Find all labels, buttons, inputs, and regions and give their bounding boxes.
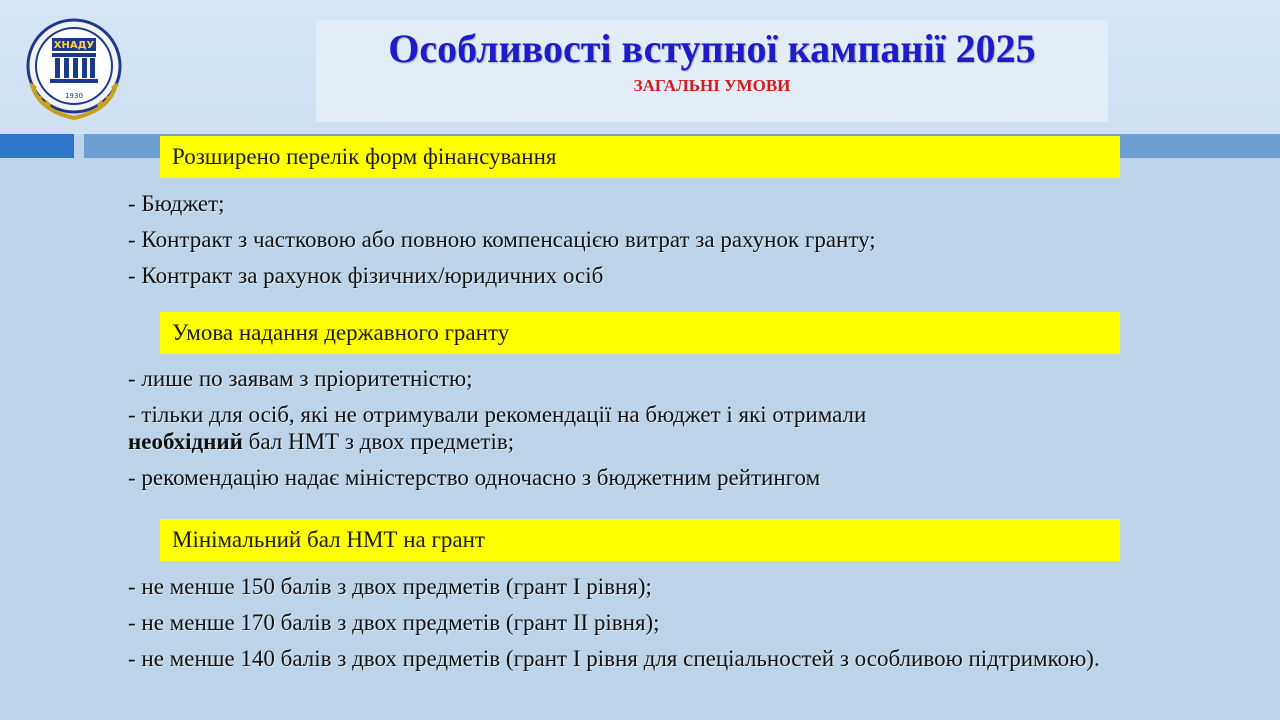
section-heading-funding: Розширено перелік форм фінансування (160, 136, 1120, 178)
list-item-line2: бал НМТ з двох предметів; (242, 429, 515, 454)
list-item: - Бюджет; (128, 191, 225, 216)
list-item: - Контракт за рахунок фізичних/юридичних осіб (128, 263, 604, 288)
list-item: - не менше 170 балів з двох предметів (грант ІІ рівня); (128, 610, 660, 635)
section-heading-min-score: Мінімальний бал НМТ на грант (160, 519, 1120, 561)
page-title: Особливості вступної кампанії 2025 (388, 26, 1036, 71)
accent-stripe-left (0, 134, 74, 158)
section-heading-grant-conditions: Умова надання державного гранту (160, 312, 1120, 354)
logo-year: 1930 (65, 92, 83, 100)
list-item: - рекомендацію надає міністерство одночасно з бюджетним рейтингом (128, 465, 821, 490)
funding-list (128, 190, 1128, 298)
list-item-multiline (128, 401, 1128, 455)
bold-emphasis: необхідний (128, 429, 243, 454)
list-item: - лише по заявам з пріоритетністю; (128, 366, 473, 391)
list-item: - Контракт з частковою або повною компенсацією витрат за рахунок гранту; (128, 227, 876, 252)
page-subtitle: ЗАГАЛЬНІ УМОВИ (633, 76, 791, 95)
university-logo (18, 14, 130, 124)
grant-conditions-list (128, 365, 1128, 500)
list-item: - не менше 140 балів з двох предметів (грант І рівня для спеціальностей з особливою підтримкою). (128, 646, 1100, 671)
list-item-line1: - тільки для осіб, які не отримували рекомендації на бюджет і які отримали (128, 402, 867, 427)
title-box (316, 20, 1108, 122)
logo-abbr: ХНАДУ (53, 40, 95, 51)
list-item: - не менше 150 балів з двох предметів (грант І рівня); (128, 574, 652, 599)
min-score-list (128, 573, 1128, 681)
